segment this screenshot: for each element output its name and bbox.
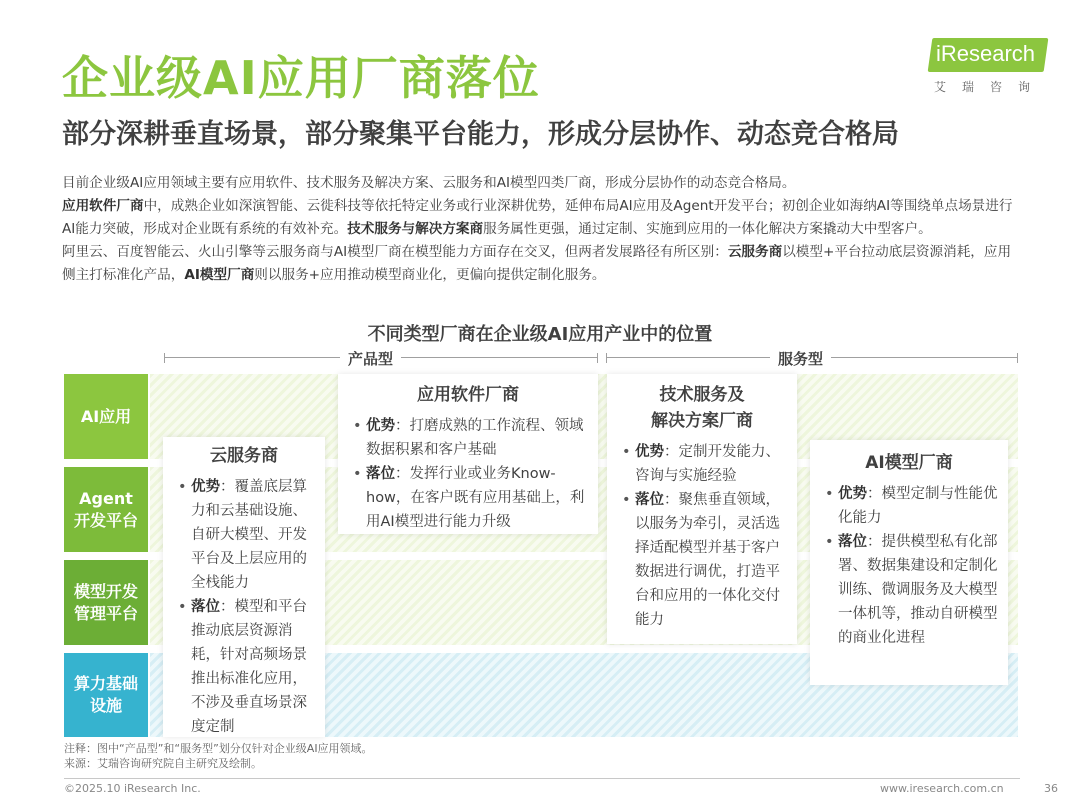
paragraph-2-text-a: 中，成熟企业如深演智能、云徙科技等依托特定业务或行业深耕优势，延伸布局AI应用及Agent开发平台；初创企业如海纳AI等围绕单点场景进行AI能力突破，形成对企业既有系统的有效补充。 <box>62 198 1013 237</box>
paragraph-2 <box>62 195 1020 241</box>
paragraph-1 <box>62 172 1020 195</box>
layer-label-ai-app: AI应用 <box>64 374 148 459</box>
paragraph-3-text-b: 以模型+平台拉动底层资源消耗，应用侧主打标准化产品， <box>62 244 1012 283</box>
paragraph-3-text-c: 则以服务+应用推动模型商业化，更偏向提供定制化服务。 <box>254 267 606 283</box>
diagram-title: 不同类型厂商在企业级AI应用产业中的位置 <box>367 324 713 345</box>
emphasis-tech-service-vendor: 技术服务与解决方案商 <box>347 221 484 237</box>
paragraph-2-text-b: 服务属性更强，通过定制、实施到应用的一体化解决方案撬动大中型客户。 <box>483 221 932 237</box>
card-tech-advantage: • 优势：定制开发能力、咨询与实施经验 <box>635 440 787 488</box>
source-line: 来源：艾瑞咨询研究院自主研究及绘制。 <box>64 757 262 770</box>
card-cloud-position: • 落位：模型和平台推动底层资源消耗，针对高频场景推出标准化应用，不涉及垂直场景深度定制 <box>191 595 315 739</box>
card-tech-title-line1: 技术服务及 <box>659 385 745 405</box>
layer-label-agent-platform: Agent 开发平台 <box>64 467 148 552</box>
paragraph-3 <box>62 241 1020 287</box>
source-note <box>64 741 373 771</box>
card-cloud-title: 云服务商 <box>210 446 278 466</box>
card-software-advantage: • 优势：打磨成熟的工作流程、领域数据积累和客户基础 <box>366 414 588 462</box>
note-line: 注释：图中“产品型”和“服务型”划分仅针对企业级AI应用领域。 <box>64 742 373 755</box>
card-software-position: • 落位：发挥行业或业务Know-how，在客户既有应用基础上，利用AI模型进行能力升级 <box>366 462 588 534</box>
paragraph-1-text: 目前企业级AI应用领域主要有应用软件、技术服务及解决方案、云服务和AI模型四类厂商，形成分层协作的动态竞合格局。 <box>62 175 796 191</box>
page-title: 企业级AI应用厂商落位 <box>62 51 540 105</box>
service-type-label: 服务型 <box>770 348 831 369</box>
footer-divider <box>64 778 1020 779</box>
page-number: 36 <box>1044 782 1058 795</box>
card-model-advantage: • 优势：模型定制与性能优化能力 <box>838 482 998 530</box>
product-type-label: 产品型 <box>340 348 401 369</box>
layer-label-compute: 算力基础 设施 <box>64 653 148 737</box>
logo-chinese: 艾瑞咨询 <box>934 80 1047 94</box>
card-cloud-advantage: • 优势：覆盖底层算力和云基础设施、自研大模型、开发平台及上层应用的全栈能力 <box>191 475 315 595</box>
card-tech-position: • 落位：聚焦垂直领域，以服务为牵引，灵活选择适配模型并基于客户数据进行调优，打造平台和应用的一体化交付能力 <box>635 488 787 632</box>
emphasis-software-vendor: 应用软件厂商 <box>62 198 144 214</box>
emphasis-cloud-vendor: 云服务商 <box>727 244 783 260</box>
card-tech-service-vendor <box>607 374 797 644</box>
card-tech-title-line2: 解决方案厂商 <box>651 411 753 431</box>
paragraph-3-text-a: 阿里云、百度智能云、火山引擎等云服务商与AI模型厂商在模型能力方面存在交叉，但两者发展路径有所区别： <box>62 244 728 260</box>
card-cloud-vendor <box>163 437 325 737</box>
emphasis-model-vendor: AI模型厂商 <box>184 267 255 283</box>
card-model-title: AI模型厂商 <box>865 453 953 473</box>
layer-label-model-platform: 模型开发 管理平台 <box>64 560 148 645</box>
card-software-vendor <box>338 374 598 534</box>
card-ai-model-vendor <box>810 440 1008 685</box>
logo-wordmark: iResearch <box>936 41 1036 66</box>
footer-copyright: ©2025.10 iResearch Inc. <box>64 782 201 795</box>
body-text <box>62 172 1020 287</box>
card-software-title: 应用软件厂商 <box>417 385 519 405</box>
page-subtitle: 部分深耕垂直场景，部分聚集平台能力，形成分层协作、动态竞合格局 <box>62 119 899 150</box>
iresearch-logo <box>930 38 1048 98</box>
footer-website[interactable]: www.iresearch.com.cn <box>880 782 1004 795</box>
card-model-position: • 落位：提供模型私有化部署、数据集建设和定制化训练、微调服务及大模型一体机等，推动自研模型的商业化进程 <box>838 530 998 650</box>
